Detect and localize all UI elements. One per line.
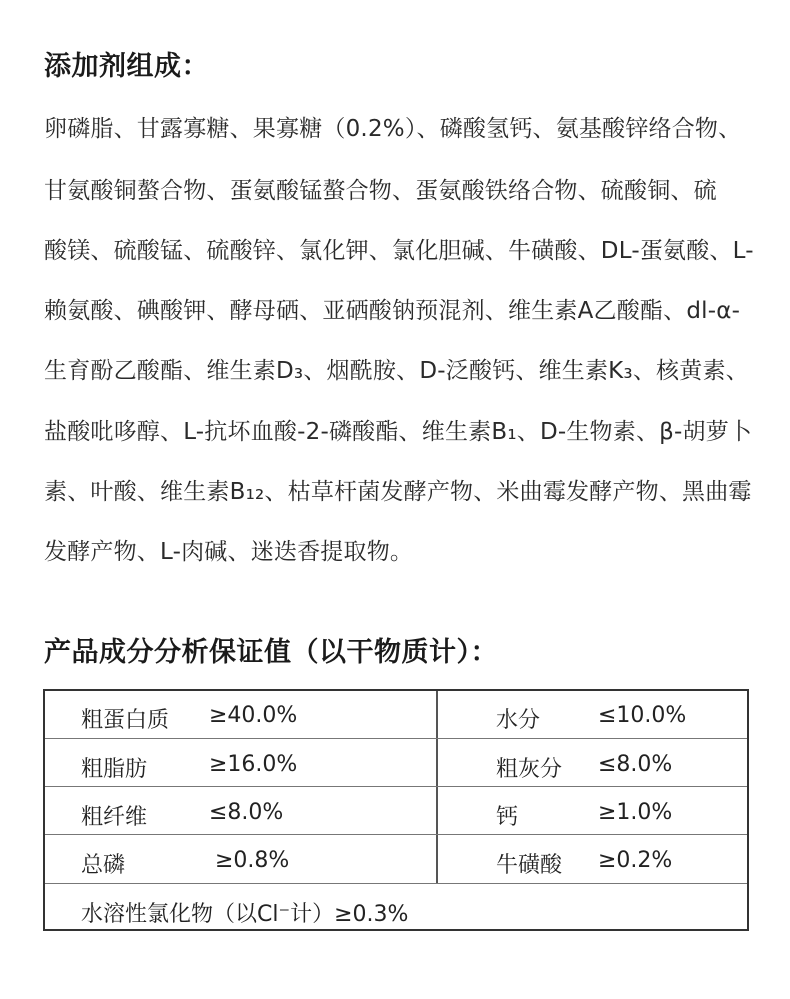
table-row-divider bbox=[45, 883, 747, 884]
nutrient-value: ≥40.0% bbox=[209, 703, 298, 728]
table-row-divider bbox=[45, 786, 747, 787]
table-cell bbox=[81, 752, 298, 783]
nutrient-value: ≥16.0% bbox=[209, 752, 298, 777]
additives-line: 素、叶酸、维生素B₁₂、枯草杆菌发酵产物、米曲霉发酵产物、黑曲霉 bbox=[44, 479, 752, 505]
nutrient-name: 牛磺酸 bbox=[496, 853, 563, 878]
nutrient-name: 水分 bbox=[496, 708, 541, 733]
additives-line: 酸镁、硫酸锰、硫酸锌、氯化钾、氯化胆碱、牛磺酸、DL-蛋氨酸、L- bbox=[44, 238, 754, 264]
nutrient-value: ≤10.0% bbox=[598, 703, 687, 728]
table-cell bbox=[496, 703, 687, 734]
analysis-table bbox=[43, 689, 749, 931]
analysis-title: 产品成分分析保证值（以干物质计）： bbox=[44, 637, 498, 668]
table-footer-cell: 水溶性氯化物（以Cl⁻计）≥0.3% bbox=[81, 902, 409, 927]
nutrient-value: ≥0.2% bbox=[598, 848, 673, 873]
nutrient-value: ≤8.0% bbox=[209, 800, 284, 825]
table-row-divider bbox=[45, 834, 747, 835]
nutrient-name: 总磷 bbox=[81, 853, 126, 878]
nutrient-name: 粗蛋白质 bbox=[81, 708, 170, 733]
additives-line: 卵磷脂、甘露寡糖、果寡糖（0.2%）、磷酸氢钙、氨基酸锌络合物、 bbox=[44, 116, 742, 142]
table-cell bbox=[81, 703, 298, 734]
nutrient-name: 钙 bbox=[496, 805, 519, 830]
table-cell bbox=[496, 800, 673, 831]
nutrient-value: ≥1.0% bbox=[598, 800, 673, 825]
table-cell bbox=[496, 752, 673, 783]
table-cell bbox=[496, 848, 673, 879]
additives-line: 生育酚乙酸酯、维生素D₃、烟酰胺、D-泛酸钙、维生素K₃、核黄素、 bbox=[44, 358, 749, 384]
table-cell bbox=[81, 848, 290, 879]
additives-line: 甘氨酸铜螯合物、蛋氨酸锰螯合物、蛋氨酸铁络合物、硫酸铜、硫 bbox=[44, 178, 717, 204]
additives-line: 赖氨酸、碘酸钾、酵母硒、亚硒酸钠预混剂、维生素A乙酸酯、dl-α- bbox=[44, 298, 741, 324]
nutrient-name: 粗灰分 bbox=[496, 757, 563, 782]
nutrient-name: 粗纤维 bbox=[81, 805, 148, 830]
nutrient-name: 粗脂肪 bbox=[81, 757, 148, 782]
additives-line: 发酵产物、L-肉碱、迷迭香提取物。 bbox=[44, 539, 414, 565]
table-column-divider bbox=[436, 691, 438, 884]
table-row-divider bbox=[45, 738, 747, 739]
additives-line: 盐酸吡哆醇、L-抗坏血酸-2-磷酸酯、维生素B₁、D-生物素、β-胡萝卜 bbox=[44, 419, 753, 445]
table-cell bbox=[81, 800, 284, 831]
nutrient-value: ≥0.8% bbox=[215, 848, 290, 873]
nutrient-value: ≤8.0% bbox=[598, 752, 673, 777]
additives-title: 添加剂组成： bbox=[44, 51, 209, 82]
